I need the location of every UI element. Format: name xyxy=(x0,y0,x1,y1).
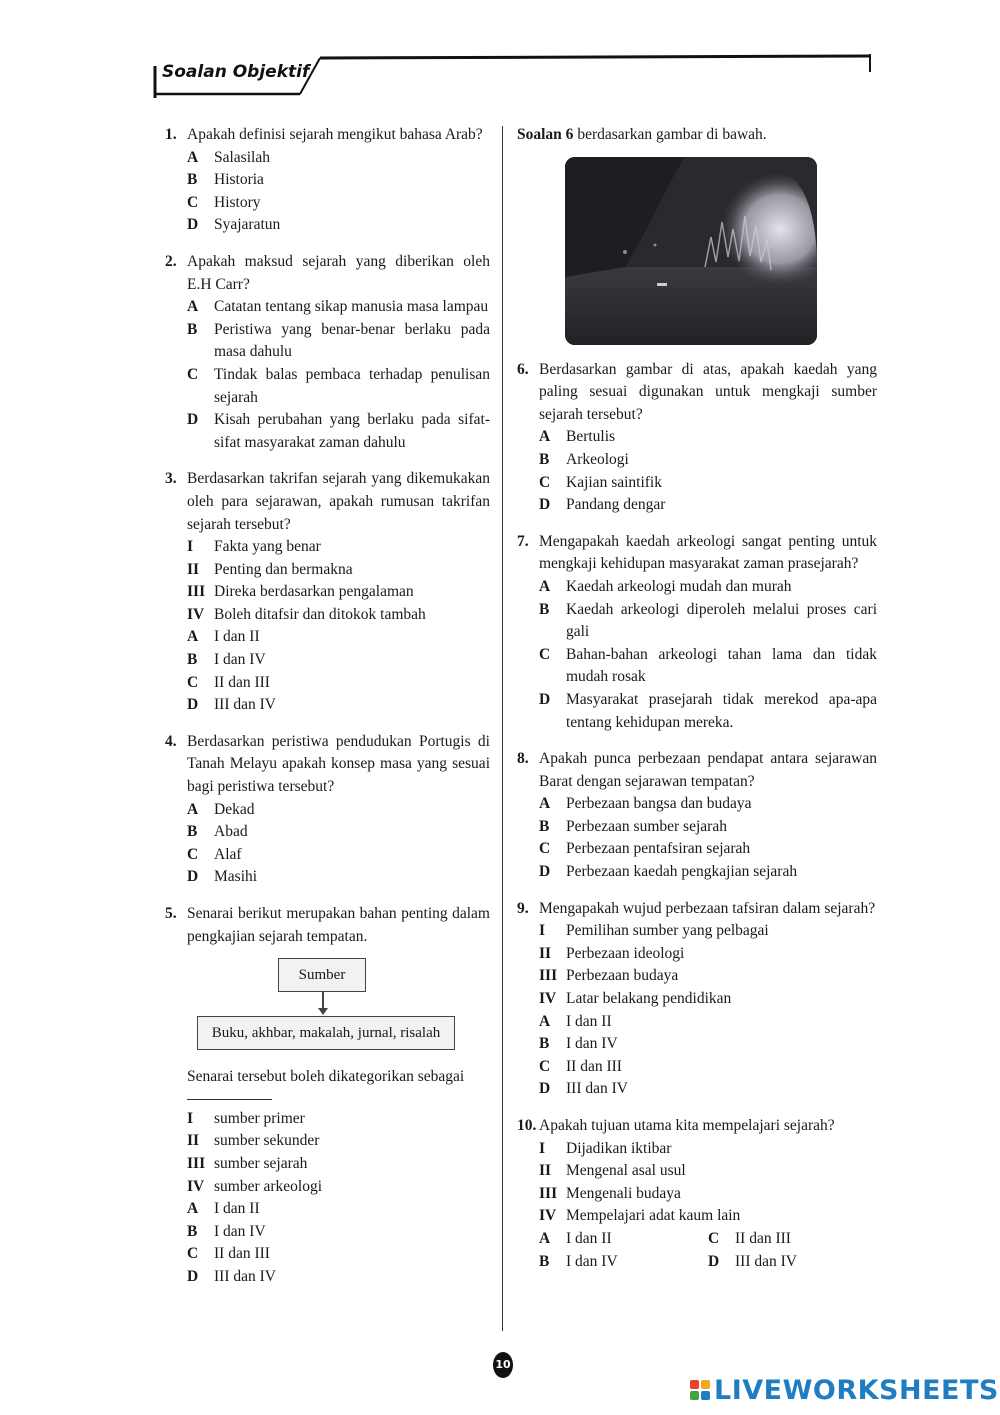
question-stem: Apakah punca perbezaan pendapat antara sejarawan Barat dengan sejarawan tempatan? xyxy=(539,750,877,790)
statement-label: I xyxy=(187,538,194,556)
statement-text: Penting dan bermakna xyxy=(214,560,353,578)
option-letter: A xyxy=(187,298,199,316)
statement-text: Dijadikan iktibar xyxy=(566,1139,672,1157)
option-letter: A xyxy=(187,628,199,646)
right-column xyxy=(517,124,877,1287)
option-b xyxy=(187,649,490,672)
soalan-6-label: Soalan 6 xyxy=(517,126,574,143)
statement-label: I xyxy=(187,1109,194,1127)
option-letter: B xyxy=(187,823,198,841)
option-row xyxy=(539,1228,877,1251)
section-header xyxy=(150,52,872,102)
statement-text: Boleh ditafsir dan ditokok tambah xyxy=(214,605,426,623)
option-text: I dan IV xyxy=(566,1252,618,1270)
option-b xyxy=(187,319,490,364)
statement-text: Mengenali budaya xyxy=(566,1184,681,1202)
option-c xyxy=(187,192,490,215)
option-text: Perbezaan kaedah pengkajian sejarah xyxy=(566,863,798,881)
option-text: Masihi xyxy=(214,868,258,886)
question-2 xyxy=(165,251,490,454)
question-number: 6. xyxy=(517,360,529,378)
option-text: Dekad xyxy=(214,800,255,818)
option-letter: D xyxy=(708,1252,720,1270)
option-c xyxy=(539,838,877,861)
option-text: III dan IV xyxy=(735,1252,797,1270)
option-d xyxy=(187,1266,490,1289)
question-3 xyxy=(165,468,490,717)
option-letter: D xyxy=(187,216,199,234)
option-text: Alaf xyxy=(214,845,242,863)
statement-label: IV xyxy=(187,1177,205,1195)
question-stem: Berdasarkan takrifan sejarah yang dikemukakan oleh para sejarawan, apakah rumusan takrifan sejarah tersebut? xyxy=(187,470,490,533)
option-b xyxy=(539,1033,877,1056)
option-letter: C xyxy=(708,1229,720,1247)
option-letter: C xyxy=(187,845,199,863)
question-stem: Mengapakah wujud perbezaan tafsiran dalam sejarah? xyxy=(539,899,876,917)
option-letter: A xyxy=(539,428,551,446)
statement-label: I xyxy=(539,922,546,940)
option-a xyxy=(539,426,877,449)
option-c xyxy=(187,364,490,409)
option-d xyxy=(539,494,877,517)
statement-list xyxy=(187,1108,490,1198)
statement-item xyxy=(539,1205,877,1228)
option-b xyxy=(539,1251,708,1274)
option-letter: C xyxy=(187,193,199,211)
brand-text: LIVEWORKSHEETS xyxy=(714,1374,999,1406)
option-text: Arkeologi xyxy=(566,450,629,468)
option-letter: B xyxy=(539,1252,550,1270)
question-number: 1. xyxy=(165,126,177,143)
question-number: 2. xyxy=(165,252,177,270)
option-letter: B xyxy=(539,600,550,618)
option-a xyxy=(539,1011,877,1034)
question-9 xyxy=(517,898,877,1101)
option-text: Bahan-bahan arkeologi tahan lama dan tidak mudah rosak xyxy=(566,645,877,686)
soalan-6-intro xyxy=(517,124,877,147)
statement-text: sumber sejarah xyxy=(214,1154,308,1172)
option-letter: D xyxy=(187,1267,199,1285)
option-a xyxy=(187,626,490,649)
option-text: History xyxy=(214,193,261,211)
option-text: Kisah perubahan yang berlaku pada sifat-sifat masyarakat zaman dahulu xyxy=(214,411,490,451)
option-a xyxy=(187,296,490,319)
option-text: Kaedah arkeologi diperoleh melalui proses cari gali xyxy=(566,600,877,641)
option-letter: A xyxy=(539,577,551,595)
option-b xyxy=(539,816,877,839)
statement-item xyxy=(187,1176,490,1199)
option-letter: B xyxy=(539,450,550,468)
diagram-box-materials: Buku, akhbar, makalah, jurnal, risalah xyxy=(197,1016,455,1050)
option-a xyxy=(539,576,877,599)
option-d xyxy=(708,1251,877,1274)
option-letter: C xyxy=(539,1057,551,1075)
question-number: 4. xyxy=(165,732,177,750)
statement-item xyxy=(187,581,490,604)
logo-square-green xyxy=(690,1391,699,1400)
option-d xyxy=(187,866,490,889)
option-b xyxy=(187,1221,490,1244)
question-stem: Senarai berikut merupakan bahan penting dalam pengkajian sejarah tempatan. xyxy=(187,905,490,945)
question-number: 9. xyxy=(517,899,529,917)
option-c xyxy=(187,844,490,867)
option-letter: D xyxy=(187,696,199,714)
logo-square-red xyxy=(690,1380,699,1389)
question-4 xyxy=(165,731,490,889)
question-stem: Mengapakah kaedah arkeologi sangat penting untuk mengkaji kehidupan masyarakat zaman prasejarah? xyxy=(539,532,877,573)
option-letter: D xyxy=(539,496,551,514)
option-c xyxy=(187,672,490,695)
question-number: 8. xyxy=(517,750,529,768)
question-number: 10. xyxy=(517,1117,537,1134)
option-text: I dan II xyxy=(214,628,260,646)
option-text: Salasilah xyxy=(214,148,270,166)
question-stem: Apakah maksud sejarah yang diberikan oleh E.H Carr? xyxy=(187,252,490,293)
option-letter: B xyxy=(187,651,198,669)
statement-item xyxy=(187,1130,490,1153)
option-a xyxy=(187,147,490,170)
option-text: Masyarakat prasejarah tidak merekod apa-apa tentang kehidupan mereka. xyxy=(566,690,877,731)
statement-label: III xyxy=(539,1184,558,1202)
statement-label: II xyxy=(539,944,552,962)
statement-item xyxy=(539,1138,877,1161)
option-letter: A xyxy=(539,1012,551,1030)
option-c xyxy=(539,644,877,689)
option-a xyxy=(187,799,490,822)
option-text: I dan IV xyxy=(214,651,266,669)
right-questions xyxy=(517,359,877,1101)
option-letter: A xyxy=(539,795,551,813)
option-text: Tindak balas pembaca terhadap penulisan sejarah xyxy=(214,365,490,406)
option-letter: A xyxy=(187,1200,199,1218)
left-questions xyxy=(165,124,490,889)
option-letter: D xyxy=(539,690,551,708)
option-text: III dan IV xyxy=(214,1267,276,1285)
option-letter: C xyxy=(539,645,551,663)
option-text: Pandang dengar xyxy=(566,496,666,514)
option-text: Syajaratun xyxy=(214,216,281,234)
statement-text: Fakta yang benar xyxy=(214,538,321,556)
option-d xyxy=(187,409,490,454)
logo-square-orange xyxy=(701,1380,710,1389)
option-b xyxy=(539,449,877,472)
column-divider xyxy=(502,126,503,1331)
option-text: Perbezaan sumber sejarah xyxy=(566,817,727,835)
option-letter: D xyxy=(187,868,199,886)
option-c xyxy=(187,1243,490,1266)
statement-text: Perbezaan budaya xyxy=(566,967,679,985)
option-text: III dan IV xyxy=(566,1080,628,1098)
option-d xyxy=(539,861,877,884)
option-c xyxy=(539,1056,877,1079)
option-c xyxy=(539,472,877,495)
statement-label: III xyxy=(539,967,558,985)
section-title: Soalan Objektif xyxy=(162,62,310,82)
option-letter: A xyxy=(539,1229,551,1247)
question-1 xyxy=(165,124,490,237)
statement-item xyxy=(539,988,877,1011)
statement-item xyxy=(187,559,490,582)
cave-photo-image xyxy=(565,157,817,345)
option-text: I dan II xyxy=(566,1012,612,1030)
option-text: II dan III xyxy=(735,1229,791,1247)
question-number: 3. xyxy=(165,470,177,488)
option-b xyxy=(187,169,490,192)
statement-item xyxy=(187,604,490,627)
option-text: II dan III xyxy=(214,673,270,691)
page-number: 10 xyxy=(493,1352,513,1378)
option-row xyxy=(539,1251,877,1274)
option-text: Peristiwa yang benar-benar berlaku pada masa dahulu xyxy=(214,320,490,361)
option-letter: B xyxy=(187,171,198,189)
option-text: II dan III xyxy=(214,1245,270,1263)
option-a xyxy=(187,1198,490,1221)
statement-item xyxy=(539,1183,877,1206)
option-text: I dan IV xyxy=(566,1035,618,1053)
question-7 xyxy=(517,531,877,734)
question-8 xyxy=(517,748,877,884)
statement-item xyxy=(187,536,490,559)
option-letter: C xyxy=(187,365,199,383)
option-a xyxy=(539,793,877,816)
statement-label: II xyxy=(187,1132,200,1150)
statement-text: sumber primer xyxy=(214,1109,305,1127)
option-letter: C xyxy=(187,673,199,691)
answer-blank-line xyxy=(187,1099,272,1100)
question-follow-text: Senarai tersebut boleh dikategorikan sebagai xyxy=(187,1068,465,1086)
option-letter: C xyxy=(539,473,551,491)
option-b xyxy=(539,599,877,644)
option-c xyxy=(708,1228,877,1251)
option-d xyxy=(187,694,490,717)
statement-text: Mengenal asal usul xyxy=(566,1162,686,1180)
option-d xyxy=(539,689,877,734)
soalan-6-text: berdasarkan gambar di bawah. xyxy=(573,126,767,143)
option-letter: D xyxy=(187,411,199,429)
logo-square-blue xyxy=(701,1391,710,1400)
question-number: 7. xyxy=(517,532,529,550)
question-number: 5. xyxy=(165,905,177,922)
option-d xyxy=(187,214,490,237)
left-column xyxy=(165,124,490,1303)
statement-text: Latar belakang pendidikan xyxy=(566,990,732,1008)
option-letter: D xyxy=(539,1080,551,1098)
option-text: Perbezaan bangsa dan budaya xyxy=(566,795,752,813)
question-5 xyxy=(165,903,490,1289)
option-letter: A xyxy=(187,148,199,166)
option-letter: B xyxy=(187,1222,198,1240)
option-letter: B xyxy=(539,817,550,835)
statement-label: I xyxy=(539,1139,546,1157)
option-text: II dan III xyxy=(566,1057,622,1075)
statement-item xyxy=(539,943,877,966)
option-letter: C xyxy=(539,840,551,858)
option-text: III dan IV xyxy=(214,696,276,714)
statement-text: Pemilihan sumber yang pelbagai xyxy=(566,922,769,940)
statement-label: III xyxy=(187,1154,206,1172)
option-b xyxy=(187,821,490,844)
option-list xyxy=(187,1198,490,1288)
statement-item xyxy=(539,965,877,988)
option-text: Abad xyxy=(214,823,248,841)
statement-label: II xyxy=(187,560,200,578)
statement-text: Direka berdasarkan pengalaman xyxy=(214,583,414,601)
option-text: I dan IV xyxy=(214,1222,266,1240)
statement-label: IV xyxy=(187,605,205,623)
logo-grid-icon xyxy=(690,1380,710,1400)
statement-label: II xyxy=(539,1162,552,1180)
option-a xyxy=(539,1228,708,1251)
statement-list xyxy=(539,1138,877,1228)
statement-label: IV xyxy=(539,1207,557,1225)
option-text: Kajian saintifik xyxy=(566,473,662,491)
option-letter: A xyxy=(187,800,199,818)
option-text: Perbezaan pentafsiran sejarah xyxy=(566,840,751,858)
statement-text: Perbezaan ideologi xyxy=(566,944,685,962)
question-stem: Berdasarkan gambar di atas, apakah kaedah yang paling sesuai digunakan untuk mengkaji sumber sejarah tersebut? xyxy=(539,360,877,423)
statement-text: sumber arkeologi xyxy=(214,1177,323,1195)
question-stem: Apakah definisi sejarah mengikut bahasa Arab? xyxy=(187,126,483,143)
option-letter: B xyxy=(187,320,198,338)
option-text: Kaedah arkeologi mudah dan murah xyxy=(566,577,792,595)
question-stem: Berdasarkan peristiwa pendudukan Portugis di Tanah Melayu apakah konsep masa yang sesuai bagi peristiwa tersebut? xyxy=(187,732,490,796)
statement-text: sumber sekunder xyxy=(214,1132,320,1150)
question-stem: Apakah tujuan utama kita mempelajari sejarah? xyxy=(539,1117,835,1134)
option-text: Catatan tentang sikap manusia masa lampau xyxy=(214,298,489,316)
option-letter: D xyxy=(539,863,551,881)
statement-item xyxy=(539,920,877,943)
sumber-diagram xyxy=(187,948,490,1066)
statement-item xyxy=(187,1108,490,1131)
arrow-down-icon xyxy=(318,1008,328,1015)
brand-logo xyxy=(690,1375,999,1405)
statement-item xyxy=(539,1160,877,1183)
statement-label: III xyxy=(187,583,206,601)
option-letter: B xyxy=(539,1035,550,1053)
option-text: I dan II xyxy=(214,1200,260,1218)
diagram-box-sumber: Sumber xyxy=(278,958,366,992)
statement-item xyxy=(187,1153,490,1176)
question-6 xyxy=(517,359,877,517)
option-text: I dan II xyxy=(566,1229,612,1247)
option-letter: C xyxy=(187,1245,199,1263)
option-text: Historia xyxy=(214,171,264,189)
cave-photo xyxy=(565,157,817,345)
statement-text: Mempelajari adat kaum lain xyxy=(566,1207,741,1225)
question-10 xyxy=(517,1115,877,1273)
statement-label: IV xyxy=(539,990,557,1008)
option-grid xyxy=(539,1228,877,1273)
option-text: Bertulis xyxy=(566,428,616,446)
option-d xyxy=(539,1078,877,1101)
